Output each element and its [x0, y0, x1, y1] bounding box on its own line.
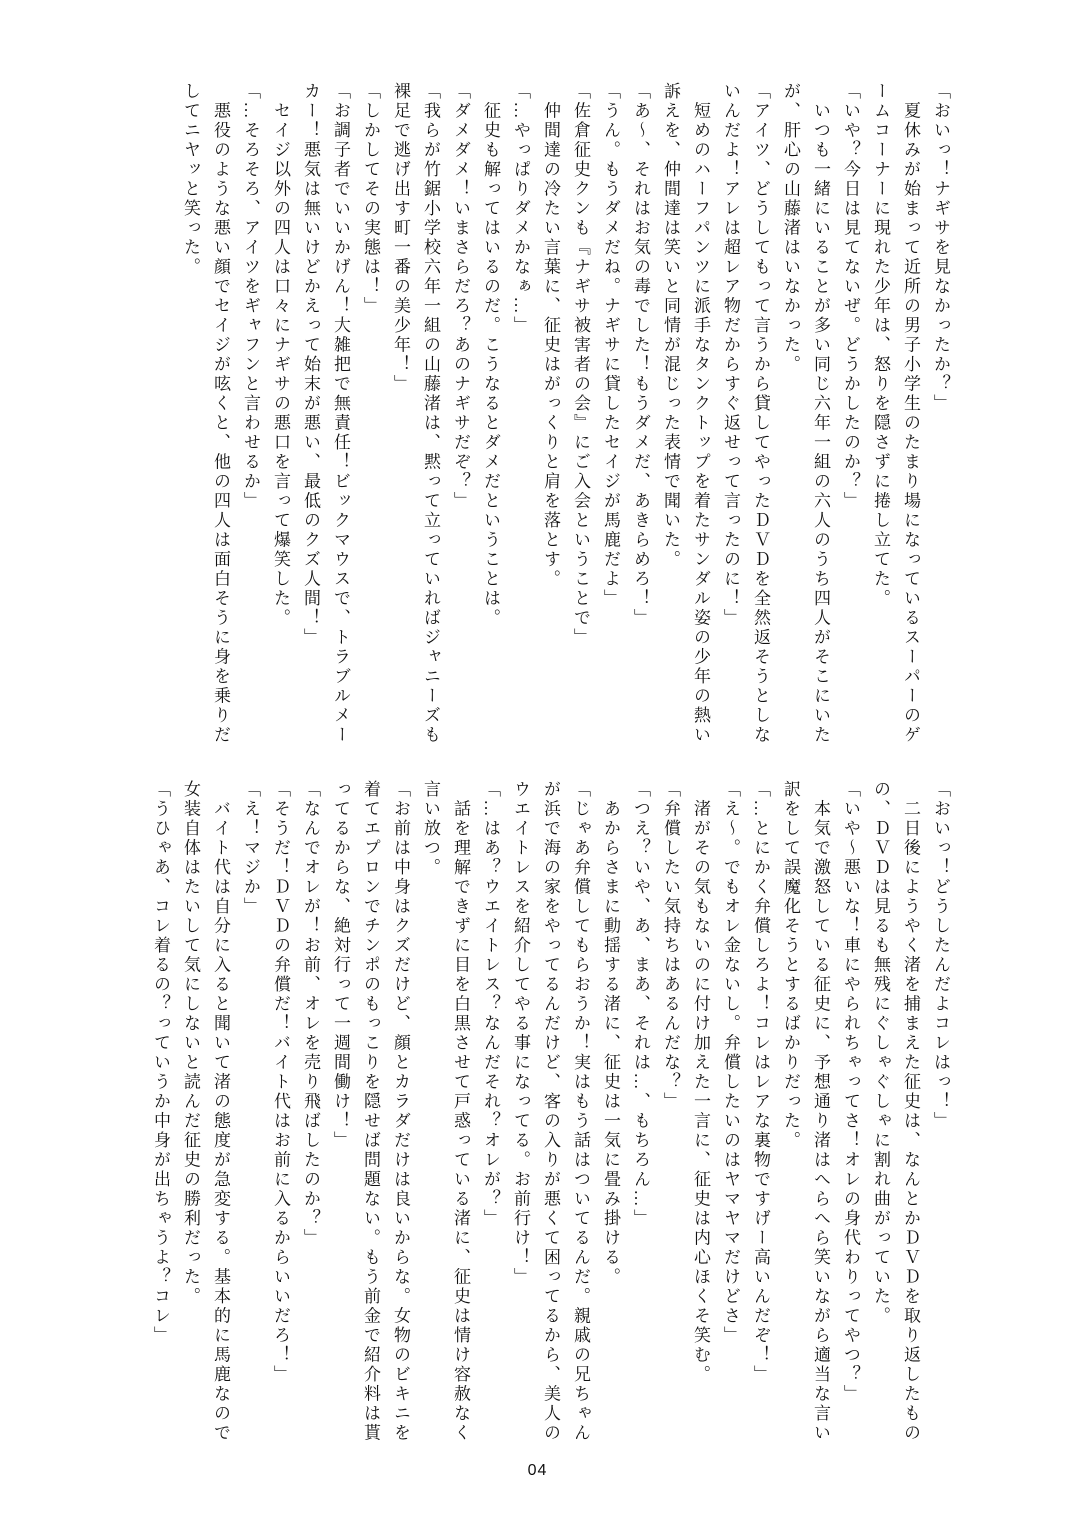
text-line: 「じゃあ弁償してもらおうか！実はもう話はついてるんだ。親戚の兄ちゃん [571, 780, 590, 1443]
text-line: 渚がその気もないのに付け加えた一言に、征史は内心ほくそ笑む。 [691, 780, 710, 1385]
text-line: 「…やっぱりダメかなぁ…」 [511, 82, 530, 336]
text-line: カー！悪気は無いけどかえって始末が悪い、最低のクズ人間！」 [301, 82, 320, 648]
text-line: ってるからな、絶対行って一週間働け！」 [331, 780, 350, 1151]
text-line: 悪役のような悪い顔でセイジが呟くと、他の四人は面白そうに身を乗りだ [211, 82, 230, 745]
text-line: 「おいっ！ナギサを見なかったか？」 [931, 82, 950, 414]
text-line: 「しかしてその実態は！」 [361, 82, 380, 316]
text-line: 仲間達の冷たい言葉に、征史はがっくりと肩を落とす。 [541, 82, 560, 589]
text-line: 「…とにかく弁償しろよ！コレはレアな裏物ですげー高いんだぞ！」 [751, 780, 770, 1385]
text-line: 「つえ？いや、あ、まあ、それは…、もちろん…」 [631, 780, 650, 1229]
text-line: 「いや〜悪いな！車にやられちゃってさ！オレの身代わりってやつ？」 [841, 780, 860, 1404]
text-line: 言い放つ。 [421, 780, 440, 878]
text-line: 「いや？今日は見てないぜ。どうかしたのか？」 [841, 82, 860, 511]
text-line: 話を理解できずに目を白黒させて戸惑っている渚に、征史は情け容赦なく [451, 780, 470, 1443]
text-line: ームコーナーに現れた少年は、怒りを隠さずに捲し立てた。 [871, 82, 890, 609]
text-line: 「お調子者でいいかげん！大雑把で無責任！ビックマウスで、トラブルメー [331, 82, 350, 745]
text-line: 二日後にようやく渚を捕まえた征史は、なんとかＤＶＤを取り返したもの [901, 780, 920, 1443]
text-line: 「え〜。でもオレ金ないし。弁償したいのはヤマヤマだけどさ」 [721, 780, 740, 1346]
text-line: ウエイトレスを紹介してやる事になってる。お前行け！」 [511, 780, 530, 1287]
text-line: バイト代は自分に入ると聞いて渚の態度が急変する。基本的に馬鹿なので [211, 780, 230, 1443]
text-line: あからさまに動揺する渚に、征史は一気に畳み掛ける。 [601, 780, 620, 1287]
text-line: 「アイツ、どうしてもって言うから貸してやったＤＶＤを全然返そうとしな [751, 82, 770, 745]
text-line: 征史も解ってはいるのだ。こうなるとダメだということは。 [481, 82, 500, 628]
text-line: 「ダメダメ！いまさらだろ？あのナギサだぞ？」 [451, 82, 470, 511]
text-line: が浜で海の家をやってるんだけど、客の入りが悪くて困ってるから、美人の [541, 780, 560, 1443]
text-line: 女装自体はたいして気にしないと読んだ征史の勝利だった。 [181, 780, 200, 1307]
text-block-bottom [145, 780, 955, 1444]
text-line: 「佐倉征史クンも『ナギサ被害者の会』にご入会ということで」 [571, 82, 590, 648]
text-line: セイジ以外の四人は口々にナギサの悪口を言って爆笑した。 [271, 82, 290, 628]
text-line: 訴えを、仲間達は笑いと同情が混じった表情で聞いた。 [661, 82, 680, 570]
text-line: 裸足で逃げ出す町一番の美少年！」 [391, 82, 410, 394]
text-line: いつも一緒にいることが多い同じ六年一組の六人のうち四人がそこにいた [811, 82, 830, 745]
text-line: してニヤッと笑った。 [181, 82, 200, 277]
text-line: 「うひゃあ、コレ着るの？っていうか中身が出ちゃうよ？コレ」 [151, 780, 170, 1346]
text-line: 「お前は中身はクズだけど、顔とカラダだけは良いからな。女物のビキニを [391, 780, 410, 1443]
text-line: 「え！マジか」 [241, 780, 260, 917]
text-line: いんだよ！アレは超レア物だからすぐ返せって言ったのに！」 [721, 82, 740, 628]
page-number: 04 [527, 1462, 548, 1479]
text-line: 「…そろそろ、アイツをギャフンと言わせるか」 [241, 82, 260, 511]
text-line: 「うん。もうダメだね。ナギサに貸したセイジが馬鹿だよ」 [601, 82, 620, 609]
text-line: 「そうだ！ＤＶＤの弁償だ！バイト代はお前に入るからいいだろ！」 [271, 780, 290, 1385]
text-line: 訳をして誤魔化そうとするばかりだった。 [781, 780, 800, 1151]
text-line: 短めのハーフパンツに派手なタンクトップを着たサンダル姿の少年の熱い [691, 82, 710, 745]
text-line: が、肝心の山藤渚はいなかった。 [781, 82, 800, 375]
text-block-top [175, 82, 955, 745]
text-line: 着てエプロンでチンポのもっこりを隠せば問題ない。もう前金で紹介料は貰 [361, 780, 380, 1443]
text-line: 「あ〜、それはお気の毒でした！もうダメだ、あきらめろ！」 [631, 82, 650, 628]
text-line: 「我らが竹鋸小学校六年一組の山藤渚は、黙って立っていればジャニーズも [421, 82, 440, 745]
text-line: 「なんでオレが！お前、オレを売り飛ばしたのか？」 [301, 780, 320, 1248]
text-line: の、ＤＶＤは見るも無残にぐしゃぐしゃに割れ曲がっていた。 [871, 780, 890, 1326]
text-line: 本気で激怒している征史に、予想通り渚はへらへら笑いながら適当な言い [811, 780, 830, 1443]
text-line: 「弁償したい気持ちはあるんだな？」 [661, 780, 680, 1112]
text-line: 「おいっ！どうしたんだよコレはっ！」 [931, 780, 950, 1131]
text-line: 夏休みが始まって近所の男子小学生のたまり場になっているスーパーのゲ [901, 82, 920, 745]
text-line: 「…はあ？ウエイトレス？なんだそれ？オレが？」 [481, 780, 500, 1229]
